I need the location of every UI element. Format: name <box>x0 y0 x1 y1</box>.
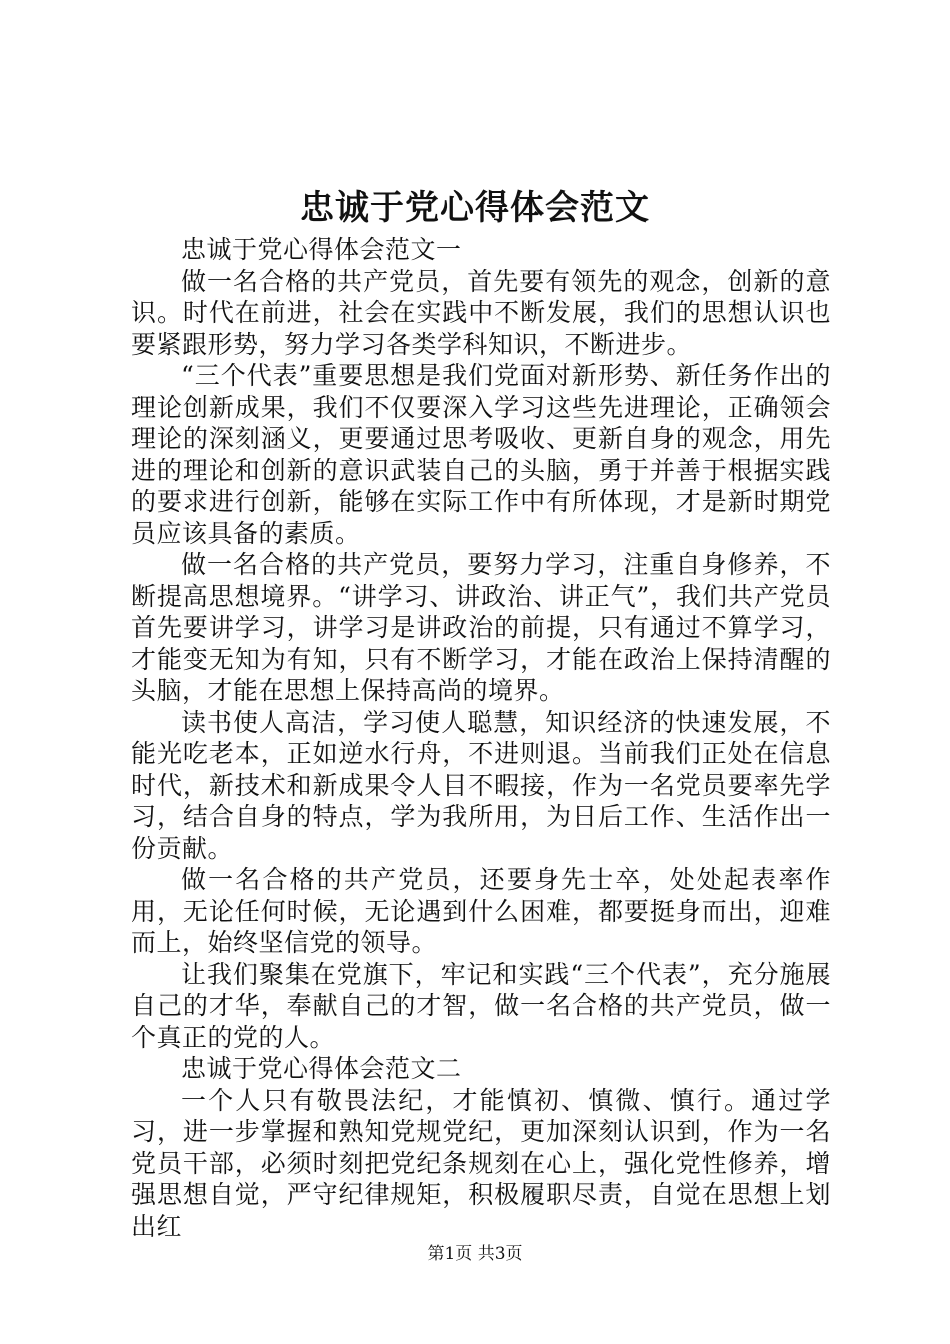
page-footer: 第1页 共3页 <box>427 1244 523 1264</box>
body-paragraph: 做一名合格的共产党员，要努力学习，注重自身修养，不断提高思想境界。“讲学习、讲政治、讲正气”，我们共产党员首先要讲学习，讲学习是讲政治的前提，只有通过不算学习，才能变无知为有知，只有不断学习，才能在政治上保持清醒的头脑，才能在思想上保持高尚的境界。 <box>131 550 831 705</box>
body-paragraph: “三个代表”重要思想是我们党面对新形势、新任务作出的理论创新成果，我们不仅要深入学习这些先进理论，正确领会理论的深刻涵义，更要通过思考吸收、更新自身的观念，用先进的理论和创新的意识武装自己的头脑，勇于并善于根据实践的要求进行创新，能够在实际工作中有所体现，才是新时期党员应该具备的素质。 <box>131 361 831 548</box>
document-title: 忠诚于党心得体会范文 <box>300 188 650 228</box>
section-heading-1: 忠诚于党心得体会范文一 <box>181 235 462 264</box>
body-paragraph: 做一名合格的共产党员，首先要有领先的观念，创新的意识。时代在前进，社会在实践中不断发展，我们的思想认识也要紧跟形势，努力学习各类学科知识，不断进步。 <box>131 266 831 359</box>
body-paragraph: 一个人只有敬畏法纪，才能慎初、慎微、慎行。通过学习，进一步掌握和熟知党规党纪，更加深刻认识到，作为一名党员干部，必须时刻把党纪条规刻在心上，强化党性修养，增强思想自觉，严守纪律规矩，积极履职尽责，自觉在思想上划出红 <box>131 1085 831 1241</box>
body-paragraph: 读书使人高洁，学习使人聪慧，知识经济的快速发展，不能光吃老本，正如逆水行舟，不进则退。当前我们正处在信息时代，新技术和新成果令人目不暇接，作为一名党员要率先学习，结合自身的特点，学为我所用，为日后工作、生活作出一份贡献。 <box>131 707 831 863</box>
section-heading-2: 忠诚于党心得体会范文二 <box>181 1054 462 1083</box>
body-paragraph: 让我们聚集在党旗下，牢记和实践“三个代表”，充分施展自己的才华，奉献自己的才智，做一名合格的共产党员，做一个真正的党的人。 <box>131 959 831 1052</box>
document-body <box>131 234 831 1242</box>
body-paragraph: 做一名合格的共产党员，还要身先士卒，处处起表率作用，无论任何时候，无论遇到什么困难，都要挺身而出，迎难而上，始终坚信党的领导。 <box>131 865 831 957</box>
